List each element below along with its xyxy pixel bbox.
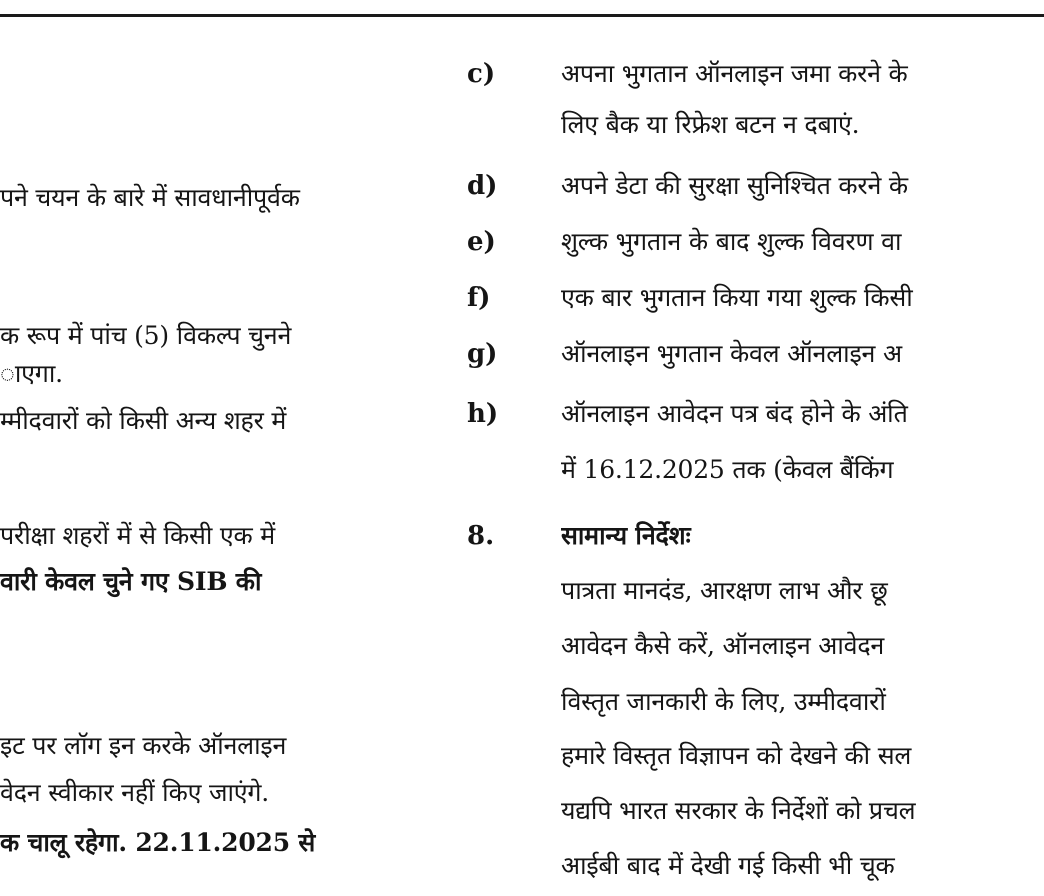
left-line: वारी केवल चुने गए SIB की: [0, 567, 262, 596]
list-marker: f): [467, 283, 491, 313]
left-line: क चालू रहेगा. 22.11.2025 से: [0, 828, 316, 857]
list-item-line: ऑनलाइन भुगतान केवल ऑनलाइन अ: [561, 339, 902, 368]
list-item-line: अपना भुगतान ऑनलाइन जमा करने के: [561, 59, 908, 88]
section-line: पात्रता मानदंड, आरक्षण लाभ और छू: [561, 576, 888, 605]
list-marker: g): [467, 339, 498, 369]
section-line: हमारे विस्तृत विज्ञापन को देखने की सल: [561, 741, 912, 770]
list-item-line: अपने डेटा की सुरक्षा सुनिश्चित करने के: [561, 171, 908, 200]
left-line: वेदन स्वीकार नहीं किए जाएंगे.: [0, 778, 270, 807]
section-line: विस्तृत जानकारी के लिए, उम्मीदवारों: [561, 687, 886, 716]
left-line: म्मीदवारों को किसी अन्य शहर में: [0, 406, 287, 435]
left-line: इट पर लॉग इन करके ऑनलाइन: [0, 731, 287, 760]
section-line: आईबी बाद में देखी गई किसी भी चूक: [561, 851, 895, 880]
list-marker: d): [467, 171, 498, 201]
section-number: 8.: [467, 521, 495, 551]
left-line: क रूप में पांच (5) विकल्प चुनने: [0, 321, 292, 350]
top-rule: [0, 14, 1044, 17]
left-line: परीक्षा शहरों में से किसी एक में: [0, 521, 276, 550]
list-item-line: शुल्क भुगतान के बाद शुल्क विवरण वा: [561, 227, 902, 256]
section-line: यद्यपि भारत सरकार के निर्देशों को प्रचल: [561, 796, 916, 825]
list-item-line: ऑनलाइन आवेदन पत्र बंद होने के अंति: [561, 399, 908, 428]
list-marker: c): [467, 59, 496, 89]
section-line: आवेदन कैसे करें, ऑनलाइन आवेदन: [561, 631, 885, 660]
list-item-line: लिए बैक या रिफ्रेश बटन न दबाएं.: [561, 110, 860, 139]
list-marker: h): [467, 399, 499, 429]
list-marker: e): [467, 227, 496, 257]
section-heading: सामान्य निर्देशः: [561, 521, 691, 550]
list-item-line: में 16.12.2025 तक (केवल बैंकिंग: [561, 455, 894, 484]
list-item-line: एक बार भुगतान किया गया शुल्क किसी: [561, 283, 913, 312]
left-line: पने चयन के बारे में सावधानीपूर्वक: [0, 183, 300, 212]
left-line: ाएगा.: [0, 359, 63, 388]
